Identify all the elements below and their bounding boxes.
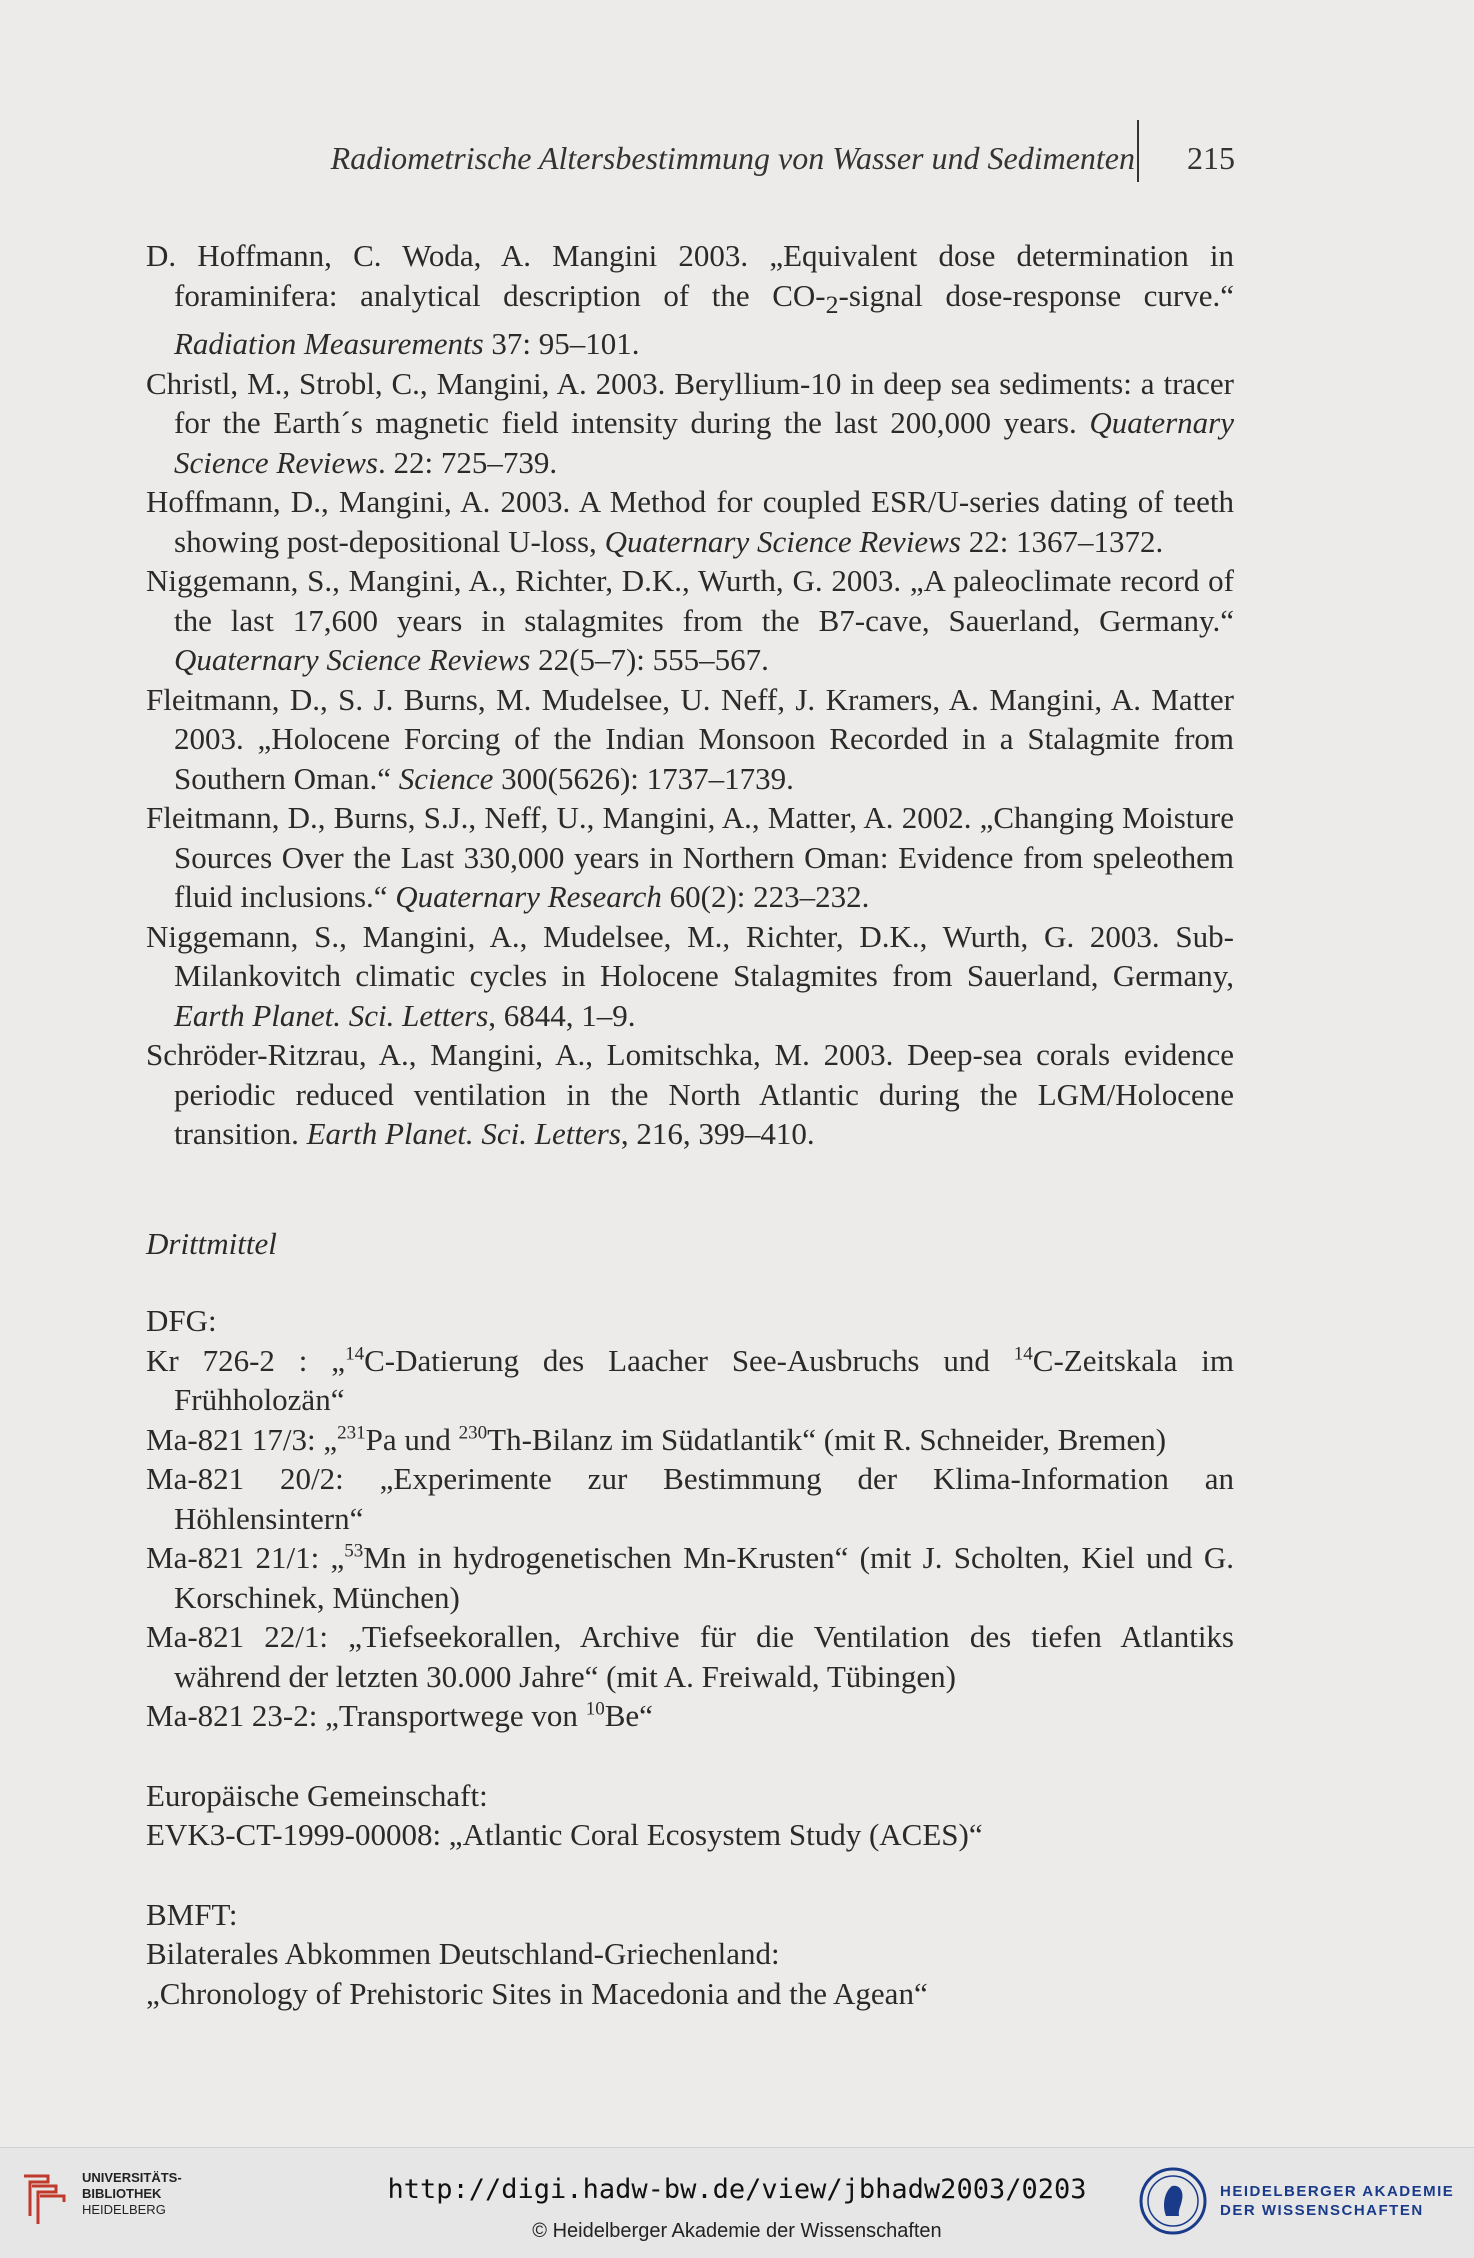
reference-citation: 60(2): 223–232.: [661, 879, 870, 915]
reference-text: D. Hoffmann, C. Woda, A. Mangini 2003. „Equivalent dose determination in foraminifera: analytical description of the CO-: [146, 238, 1234, 313]
journal-name: Science: [398, 760, 494, 796]
grant-text: Ma-821 20/2: „Experimente zur Bestimmung der Klima-Information an Höhlensintern“: [146, 1461, 1234, 1536]
grant-text: Pa und: [365, 1421, 459, 1457]
academy-name: HEIDELBERGER AKADEMIE DER WISSENSCHAFTEN: [1220, 2183, 1455, 2219]
grant-text: Th-Bilanz im Südatlantik“ (mit R. Schneider, Bremen): [487, 1421, 1167, 1457]
journal-name: Quaternary Science Reviews: [174, 405, 1234, 480]
isotope-mass: 10: [585, 1698, 605, 1720]
reference-citation: 22: 1367–1372.: [960, 523, 1164, 559]
subscript: 2: [825, 289, 839, 319]
dfg-label: DFG:: [146, 1303, 217, 1339]
grant-text: Ma-821 23-2: „Transportwege von: [146, 1698, 586, 1734]
header-divider: [1137, 120, 1139, 182]
isotope-mass: 14: [345, 1343, 365, 1365]
grant-text: Ma-821 21/1: „: [146, 1540, 345, 1576]
grant-text: Mn in hydrogenetischen Mn-Krusten“ (mit J. Scholten, Kiel und G. Korschinek, München): [174, 1540, 1234, 1615]
reference-entry: [146, 1035, 1234, 1154]
reference-text: Niggemann, S., Mangini, A., Richter, D.K., Wurth, G. 2003. „A paleoclimate record of the last 17,600 years in stalagmites from the B7-cave, Sauerland, Germany.“: [146, 563, 1234, 638]
eu-label: Europäische Gemeinschaft:: [146, 1777, 488, 1813]
reference-list: [146, 236, 1234, 1154]
reference-citation: 300(5626): 1737–1739.: [493, 760, 794, 796]
grant-text: Ma-821 22/1: „Tiefseekorallen, Archive für die Ventilation des tiefen Atlantiks während der letzten 30.000 Jahre“ (mit A. Freiwald, Tübingen): [146, 1619, 1234, 1694]
university-library-name: UNIVERSITÄTS- BIBLIOTHEK HEIDELBERG: [82, 2170, 182, 2217]
reference-text: -signal dose-response curve.“: [838, 277, 1234, 313]
reference-entry: [146, 236, 1234, 364]
permalink-url[interactable]: http://digi.hadw-bw.de/view/jbhadw2003/0203: [387, 2174, 1087, 2205]
grant-entry: [146, 1459, 1234, 1538]
section-heading-drittmittel: Drittmittel: [146, 1225, 277, 1261]
reference-text: Fleitmann, D., Burns, S.J., Neff, U., Mangini, A., Matter, A. 2002. „Changing Moisture Sources Over the Last 330,000 years in Northern Oman: Evidence from speleothem fluid inclusions.“: [146, 800, 1234, 915]
reference-text: Fleitmann, D., S. J. Burns, M. Mudelsee, U. Neff, J. Kramers, A. Mangini, A. Matter 2003. „Holocene Forcing of the Indian Monsoon Recorded in a Stalagmite from Southern Oman.“: [146, 681, 1234, 796]
reference-citation: 37: 95–101.: [483, 326, 640, 362]
reference-entry: [146, 917, 1234, 1036]
grant-entry: [146, 1341, 1234, 1420]
bmft-agreement: Bilaterales Abkommen Deutschland-Griechenland:: [146, 1936, 780, 1972]
reference-entry: [146, 482, 1234, 561]
grant-entry: [146, 1617, 1234, 1696]
bmft-project: „Chronology of Prehistoric Sites in Macedonia and the Agean“: [146, 1975, 928, 2011]
journal-name: Earth Planet. Sci. Letters: [306, 1116, 621, 1152]
grant-entry: [146, 1538, 1234, 1617]
reference-entry: [146, 680, 1234, 799]
reference-citation: , 216, 399–410.: [620, 1116, 815, 1152]
copyright-notice: © Heidelberger Akademie der Wissenschaften: [532, 2220, 942, 2242]
grant-text: C-Datierung des Laacher See-Ausbruchs und: [364, 1342, 1014, 1378]
reference-entry: [146, 798, 1234, 917]
grant-text: C-Zeitskala im Frühholozän“: [174, 1342, 1235, 1418]
eu-project: EVK3-CT-1999-00008: „Atlantic Coral Ecosystem Study (ACES)“: [146, 1817, 983, 1853]
grant-text: Be“: [604, 1698, 653, 1734]
isotope-mass: 14: [1013, 1343, 1033, 1365]
reference-text: Schröder-Ritzrau, A., Mangini, A., Lomitschka, M. 2003. Deep-sea corals evidence periodic reduced ventilation in the North Atlantic during the LGM/Holocene transition.: [146, 1037, 1234, 1152]
isotope-mass: 230: [458, 1422, 488, 1444]
dfg-section: [146, 1301, 1234, 1736]
reference-entry: [146, 561, 1234, 680]
page-body: [146, 236, 1234, 2013]
bmft-label: BMFT:: [146, 1896, 238, 1932]
page-number: 215: [1187, 140, 1235, 176]
running-title: Radiometrische Altersbestimmung von Wasser und Sedimenten: [330, 140, 1135, 176]
isotope-mass: 231: [337, 1422, 366, 1444]
bmft-section: [146, 1895, 1234, 2014]
eu-section: [146, 1776, 1234, 1855]
journal-name: Quaternary Science Reviews: [174, 642, 531, 678]
journal-name: Quaternary Research: [395, 879, 662, 915]
journal-name: Radiation Measurements: [174, 326, 484, 362]
grant-text: Kr 726-2 : „: [146, 1342, 346, 1378]
footer-bar: [0, 2147, 1474, 2258]
reference-entry: [146, 364, 1234, 483]
reference-citation: , 6844, 1–9.: [488, 997, 636, 1033]
journal-name: Quaternary Science Reviews: [604, 523, 961, 559]
reference-text: Christl, M., Strobl, C., Mangini, A. 2003. Beryllium-10 in deep sea sediments: a tracer for the Earth´s magnetic field intensity during the last 200,000 years.: [146, 365, 1234, 441]
dfg-list: [146, 1341, 1234, 1736]
page-header: [140, 140, 1235, 188]
grant-entry: [146, 1696, 1234, 1736]
isotope-mass: 53: [344, 1540, 364, 1562]
grant-text: Ma-821 17/3: „: [146, 1421, 338, 1457]
reference-citation: 22(5–7): 555–567.: [530, 642, 769, 678]
reference-citation: . 22: 725–739.: [377, 444, 558, 480]
reference-text: Niggemann, S., Mangini, A., Mudelsee, M., Richter, D.K., Wurth, G. 2003. Sub-Milankovitch climatic cycles in Holocene Stalagmites from Sauerland, Germany,: [146, 918, 1234, 994]
academy-seal-icon: [1138, 2166, 1208, 2236]
reference-text: Hoffmann, D., Mangini, A. 2003. A Method for coupled ESR/U-series dating of teeth showing post-depositional U-loss,: [146, 484, 1234, 559]
grant-entry: [146, 1420, 1234, 1460]
journal-name: Earth Planet. Sci. Letters: [174, 997, 489, 1033]
